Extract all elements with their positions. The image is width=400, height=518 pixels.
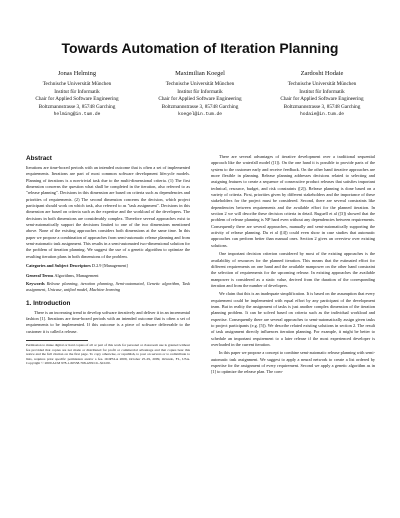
intro-text: There is an increasing trend to develop software iteratively and deliver it in an incremental fashion [1]. Iterations are time-boxed periods with an intended outcome that is often a set of requirements to be implemented. If this outcome is a piece of software deliverable to the customer it is called a release. (26, 309, 190, 334)
body-paragraph: We claim that this is an inadequate simplification. It is based on the assumption that every requirement could be implemented with equal effort by any participant of the development team. But in reality the assignment of tasks is just another complex dimension of the iteration planning problem. It can be solved based on criteria such as the individual workload and expertise. Consequently there are several approaches to semi-automatically assign given tasks to project participants (e.g. [5]). We describe related existing solutions in section 2. The result of task assignment directly influences iteration planning. For example, it might be better to schedule an important requirement to a later release if the most experienced developer is overloaded in the current iteration. (211, 291, 375, 347)
author-address: Boltzmannstrasse 3, 85748 Garching (38, 103, 116, 110)
right-column (211, 154, 375, 378)
author-address: Boltzmannstrasse 3, 85748 Garching (283, 103, 361, 110)
author-name: Maximilian Koegel (175, 70, 225, 77)
author-university: Technische Universität München (165, 81, 235, 87)
body-paragraph: In this paper we propose a concept to combine semi-automatic release planning with semi-automatic task assignment. We suggest to apply a neural network to create a list ordered by expertise for the assignment of every requirement. Second we apply a genetic algorithm as in [1] to optimize the release plan. The com- (211, 350, 375, 375)
author-chair: Chair for Applied Software Engineering (158, 96, 242, 103)
author-name: Zardosht Hodaie (300, 70, 344, 77)
author-block (0, 69, 400, 129)
categories-value: D.2.9 [Management] (91, 263, 128, 269)
general-terms-line (26, 273, 190, 279)
body-paragraph: There are several advantages of iterative development over a traditional sequential approach like the waterfall model ([1]). On the one hand it is possible to provide parts of the system to the customer early and receive feedback. On the other hand iterative approaches are more flexible in planning. Release planning addresses decisions related to selecting and assigning features to create a sequence of consecutive product releases that satisfies important technical, resource, budget, and risk constraints ([2]). Release planning is done based on a variety of criteria. First, priorities given by different stakeholders and the importance of these stakeholders for the project must be considered. Second, there are several constraints like dependencies between requirements and the available effort for the planned iteration. In section 2 we will describe these decision criteria in detail. Ruguell et al ([3]) showed that the problem of release planning is NP hard even without any dependencies between requirements. Consequently there are several approaches, manually and semi-automatically supporting the activity of release planning. Du et al ([4]) could even show in case studies that automatic approaches can perform better than manual ones. Section 2 gives an overview over existing solutions. (211, 154, 375, 248)
categories-label: Categories and Subject Descriptors (26, 263, 91, 269)
left-column (26, 154, 190, 366)
author-3 (257, 69, 387, 119)
author-university: Technische Universität München (287, 81, 357, 87)
author-institute: Institut für Informatik (299, 88, 345, 95)
copyright-footnote: Permission to make digital or hard copies of all or part of this work for personal or classroom use is granted without fee provided that copies are not made or distributed for profit or commercial advantage and that copies bear this notice and the full citation on the first page. To copy otherwise, or republish, to post on servers or to redistribute to lists, requires prior specific permission and/or a fee. OOPSLA 2009, October 25-29, 2009, Orlando, FL, USA. Copyright © 2009 ACM 978-1-60558-768-4/09/10...$10.00. (26, 342, 190, 366)
author-university: Technische Universität München (42, 81, 112, 87)
author-2 (135, 69, 265, 119)
general-terms-label: General Terms (26, 272, 54, 278)
abstract-text: Iterations are time-boxed periods with an intended outcome that is often a set of implemented requirements. Iterations are part of most common software development lifecycle models. Planning of iterations is a non-trivial task due to the multi-dimensional criteria. (1) The first dimension concerns the question what shall be completed in the iteration, also referred to as "release planning". Decisions in this dimension are based on criteria such as dependencies and priorities of requirements. (2) The second dimension concerns the decision, which project participant should work on which task, also referred to as "task assignment". Decisions in this dimension are based on criteria such as the expertise and the workload of the developers. The decisions in both dimensions are considerably complex. Therefore several approaches exist to semi-automatically support the decisions limited to one of the two dimensions mentioned above. None of the existing approaches considers both dimensions at the same time. In this paper we propose a combination of approaches from semi-automatic release planning and from semi-automatic task assignment. This results in a semi-automated two-dimensional solution for the problem of iteration planning. We suggest the use of a genetic algorithm to optimize the resulting iteration plans in both dimensions of the problem. (26, 165, 190, 259)
author-chair: Chair for Applied Software Engineering (280, 96, 364, 103)
categories-line (26, 263, 190, 269)
author-email: hodaie@in.tum.de (299, 112, 345, 118)
keywords-line (26, 281, 190, 294)
author-address: Boltzmannstrasse 3, 85748 Garching (161, 103, 239, 110)
keywords-label: Keywords (26, 280, 45, 286)
general-terms-value: Algorithms, Management (54, 272, 99, 278)
abstract-heading: Abstract (26, 155, 52, 162)
keywords-value: Release planning, iteration planning, Semi-automated, Genetic algorithm, Task assignment, Unicase, unified model, Machine learning (26, 280, 191, 293)
paper-title: Towards Automation of Iteration Planning (61, 40, 339, 56)
author-name: Jonas Helming (57, 70, 97, 77)
author-chair: Chair for Applied Software Engineering (35, 96, 119, 103)
author-email: koegel@in.tum.de (177, 112, 223, 118)
body-paragraph: One important decision criterion considered by most of the existing approaches is the availability of resources for the planned iteration. This means that the estimated effort for different requirements on one hand and the available manpower on the other hand constraint the selection of requirements for the upcoming release. In existing approaches the available manpower is considered as a static value, derived from the duration of the corresponding iteration and from the number of developers. (211, 251, 375, 288)
author-email: helming@in.tum.de (53, 112, 101, 118)
author-1 (12, 69, 142, 119)
intro-heading: 1. Introduction (26, 299, 71, 307)
author-institute: Institut für Informatik (54, 88, 100, 95)
footnote-divider (26, 340, 88, 341)
author-institute: Institut für Informatik (177, 88, 223, 95)
